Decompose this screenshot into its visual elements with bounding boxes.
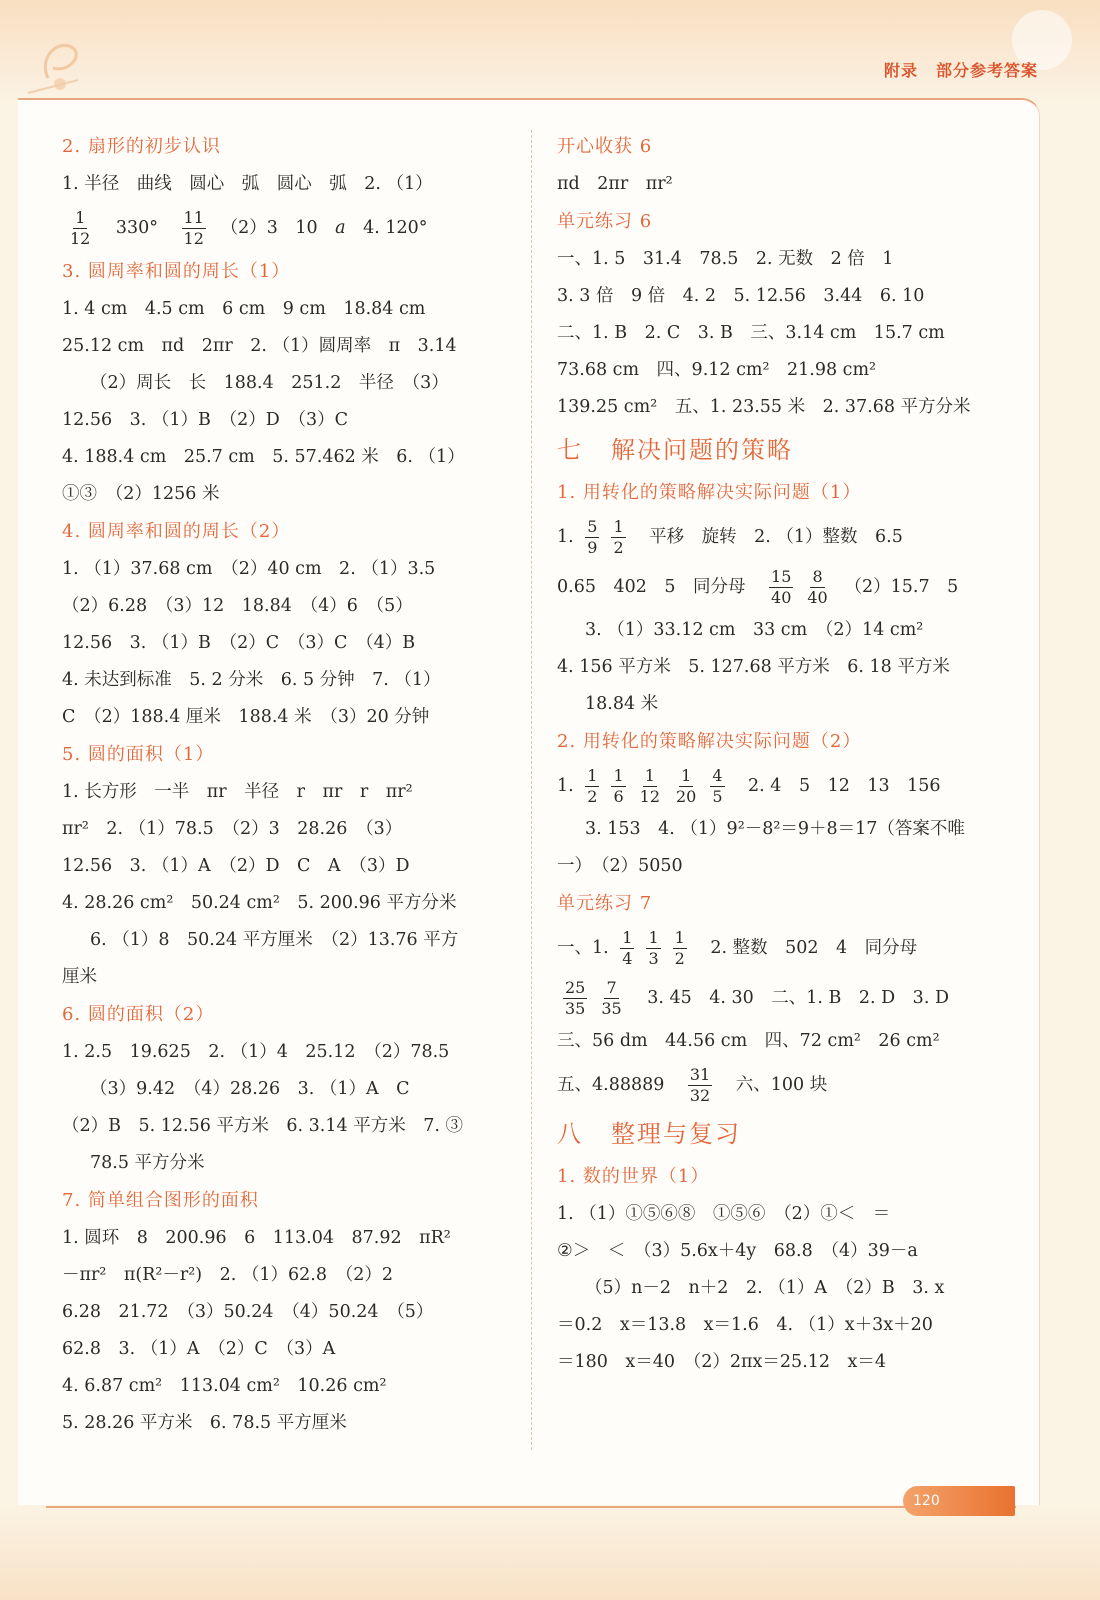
- answer-text: （2）15.7 5: [835, 577, 959, 597]
- section-heading: 开心收获 6: [557, 136, 653, 157]
- header-title: 部分参考答案: [935, 61, 1038, 80]
- answer-line: 6.28 21.72 （3）50.24 （4）50.24 （5）: [62, 1302, 434, 1322]
- fraction-numerator: 1: [644, 766, 655, 785]
- section-heading: 3. 圆周率和圆的周长（1）: [62, 261, 291, 282]
- answer-line: （3）9.42 （4）28.26 3. （1）A C: [90, 1079, 410, 1099]
- fraction: [769, 567, 793, 608]
- fraction-numerator: 25: [565, 978, 586, 997]
- answer-text: 3. 45 4. 30 二、1. B 2. D 3. D: [629, 988, 949, 1008]
- fraction-denominator: 5: [712, 787, 723, 806]
- fraction-numerator: 1: [622, 928, 633, 947]
- answer-line: C （2）188.4 厘米 188.4 米 （3）20 分钟: [62, 707, 430, 727]
- fraction: [611, 517, 625, 558]
- answer-line: （2）周长 长 188.4 251.2 半径 （3）: [90, 373, 449, 393]
- answer-line: 25.12 cm πd 2πr 2. （1）圆周率 π 3.14: [62, 336, 457, 356]
- answer-line: 3. 3 倍 9 倍 4. 2 5. 12.56 3.44 6. 10: [557, 286, 925, 306]
- variable: a: [335, 218, 346, 238]
- answer-line: 3. 153 4. （1）9²－8²＝9＋8＝17（答案不唯: [585, 819, 965, 839]
- running-header: [884, 58, 1038, 81]
- answer-line: 1. 4 cm 4.5 cm 6 cm 9 cm 18.84 cm: [62, 299, 426, 319]
- fraction-denominator: 12: [70, 229, 91, 248]
- answer-line: 139.25 cm² 五、1. 23.55 米 2. 37.68 平方分米: [557, 397, 971, 417]
- corner-flower-decoration: [18, 18, 108, 98]
- answer-text: 2. 整数 502 4 同分母: [692, 938, 918, 958]
- answer-text: 2. 4 5 12 13 156: [730, 776, 941, 796]
- answer-line: 78.5 平方分米: [90, 1153, 205, 1173]
- fraction-numerator: 1: [613, 517, 624, 536]
- chapter-title: 解决问题的策略: [611, 436, 793, 464]
- answer-line: 73.68 cm 四、9.12 cm² 21.98 cm²: [557, 360, 877, 380]
- answer-line: 1. 半径 曲线 圆心 弧 圆心 弧 2. （1）: [62, 174, 433, 194]
- fraction: [688, 1065, 712, 1106]
- fraction: [563, 978, 587, 1019]
- answer-text: 330°: [98, 218, 176, 238]
- fraction-numerator: 1: [587, 766, 598, 785]
- section-heading: 7. 简单组合图形的面积: [62, 1190, 259, 1211]
- page-number-badge: [903, 1486, 1015, 1516]
- fraction-denominator: 12: [639, 787, 660, 806]
- answer-line-with-fractions: [557, 512, 997, 562]
- fraction-denominator: 35: [601, 999, 622, 1018]
- answer-line: 二、1. B 2. C 3. B 三、3.14 cm 15.7 cm: [557, 323, 945, 343]
- answer-line: 4. 28.26 cm² 50.24 cm² 5. 200.96 平方分米: [62, 893, 457, 913]
- section-heading: 2. 扇形的初步认识: [62, 136, 221, 157]
- fraction-denominator: 32: [689, 1086, 711, 1105]
- answer-line-with-fractions: [557, 1060, 997, 1110]
- fraction-numerator: 1: [648, 928, 659, 947]
- answer-line: 4. 未达到标准 5. 2 分米 6. 5 分钟 7. （1）: [62, 670, 441, 690]
- fraction: [599, 978, 623, 1019]
- fraction-denominator: 2: [613, 538, 624, 557]
- fraction-denominator: 3: [648, 949, 659, 968]
- fraction-numerator: 11: [183, 208, 204, 227]
- fraction-numerator: 7: [606, 978, 617, 997]
- answer-line: 1. 长方形 一半 πr 半径 r πr r πr²: [62, 782, 413, 802]
- header-appendix: 附录: [883, 61, 918, 80]
- answer-line: 1. 圆环 8 200.96 6 113.04 87.92 πR²: [62, 1228, 451, 1248]
- fraction: [638, 766, 662, 807]
- section-heading: 5. 圆的面积（1）: [62, 744, 215, 765]
- fraction: [585, 517, 599, 558]
- fraction-denominator: 9: [587, 538, 598, 557]
- fraction-numerator: 31: [689, 1065, 711, 1084]
- fraction-denominator: 40: [771, 588, 792, 607]
- answer-line: 12.56 3. （1）B （2）C （3）C （4）B: [62, 633, 416, 653]
- answer-line: ②＞ ＜ （3）5.6x＋4y 68.8 （4）39－a: [557, 1241, 918, 1261]
- answer-line: 18.84 米: [585, 694, 659, 714]
- answer-text: 0.65 402 5 同分母: [557, 577, 764, 597]
- answer-line: 4. 6.87 cm² 113.04 cm² 10.26 cm²: [62, 1376, 387, 1396]
- fraction: [646, 928, 660, 969]
- section-heading: 6. 圆的面积（2）: [62, 1004, 215, 1025]
- fraction: [585, 766, 599, 807]
- answer-line: πr² 2. （1）78.5 （2）3 28.26 （3）: [62, 819, 403, 839]
- answer-line: （2）6.28 （3）12 18.84 （4）6 （5）: [62, 596, 413, 616]
- fraction: [611, 766, 625, 807]
- fraction-denominator: 4: [622, 949, 633, 968]
- fraction-numerator: 1: [674, 928, 685, 947]
- page-number: 120: [913, 1493, 940, 1509]
- fraction: [620, 928, 634, 969]
- left-column: [62, 128, 502, 1442]
- fraction-numerator: 15: [771, 567, 792, 586]
- fraction-denominator: 2: [587, 787, 598, 806]
- fraction-numerator: 4: [712, 766, 723, 785]
- answer-line: 3. （1）33.12 cm 33 cm （2）14 cm²: [585, 620, 924, 640]
- answer-line: －πr² π(R²－r²) 2. （1）62.8 （2）2: [62, 1265, 393, 1285]
- answer-line: ＝180 x＝40 （2）2πx＝25.12 x＝4: [557, 1352, 887, 1372]
- answer-line: 三、56 dm 44.56 cm 四、72 cm² 26 cm²: [557, 1031, 940, 1051]
- fraction-numerator: 8: [812, 567, 823, 586]
- fraction-numerator: 1: [75, 208, 86, 227]
- answer-line: 5. 28.26 平方米 6. 78.5 平方厘米: [62, 1413, 347, 1433]
- answer-line: 1. 2.5 19.625 2. （1）4 25.12 （2）78.5: [62, 1042, 450, 1062]
- chapter-title: 整理与复习: [611, 1120, 741, 1148]
- section-heading: 单元练习 7: [557, 893, 653, 914]
- section-heading: 4. 圆周率和圆的周长（2）: [62, 521, 291, 542]
- bottom-rule: [46, 1506, 1016, 1508]
- chapter-number: 八: [557, 1120, 583, 1148]
- answer-text: 六、100 块: [718, 1075, 828, 1095]
- fraction-denominator: 12: [183, 229, 204, 248]
- answer-line: ＝0.2 x＝13.8 x＝1.6 4. （1）x＋3x＋20: [557, 1315, 933, 1335]
- chapter-number: 七: [557, 436, 583, 464]
- answer-line: 4. 188.4 cm 25.7 cm 5. 57.462 米 6. （1）: [62, 447, 465, 467]
- fraction-denominator: 40: [807, 588, 828, 607]
- answer-line: 一、1. 5 31.4 78.5 2. 无数 2 倍 1: [557, 249, 894, 269]
- section-heading: 2. 用转化的策略解决实际问题（2）: [557, 731, 862, 752]
- answer-line: 厘米: [62, 967, 97, 987]
- answer-line: πd 2πr πr²: [557, 174, 673, 194]
- answer-text: 1.: [557, 527, 580, 547]
- chapter-heading: [557, 1110, 997, 1158]
- answer-line: 1. （1）①⑤⑥⑧ ①⑤⑥ （2）①＜ ＝: [557, 1204, 891, 1224]
- answer-text: 五、4.88889: [557, 1075, 682, 1095]
- answer-line: 一） （2）5050: [557, 856, 683, 876]
- section-heading: 1. 用转化的策略解决实际问题（1）: [557, 482, 862, 503]
- answer-line: 62.8 3. （1）A （2）C （3）A: [62, 1339, 336, 1359]
- answer-text: （2）3 10: [211, 218, 336, 238]
- answer-line: （2）B 5. 12.56 平方米 6. 3.14 平方米 7. ③: [62, 1116, 463, 1136]
- answer-line: （5）n－2 n＋2 2. （1）A （2）B 3. x: [585, 1278, 945, 1298]
- answer-line-with-fractions: [557, 973, 997, 1023]
- answer-text: 一、1.: [557, 938, 615, 958]
- answer-line: 1. （1）37.68 cm （2）40 cm 2. （1）3.5: [62, 559, 436, 579]
- fraction: [182, 208, 206, 249]
- answer-text: 平移 旋转 2. （1）整数 6.5: [631, 527, 903, 547]
- answer-text: 4. 120°: [345, 218, 428, 238]
- bottom-band: [0, 1505, 1100, 1600]
- fraction-denominator: 6: [613, 787, 624, 806]
- answer-line: ①③ （2）1256 米: [62, 484, 220, 504]
- chapter-heading: [557, 426, 997, 474]
- fraction: [805, 567, 829, 608]
- fraction-numerator: 1: [681, 766, 692, 785]
- answer-line-with-fractions: [557, 923, 997, 973]
- fraction: [673, 928, 687, 969]
- column-divider: [531, 130, 532, 1450]
- answer-line-with-fractions: [557, 562, 997, 612]
- fraction: [674, 766, 698, 807]
- answer-text: 1.: [557, 776, 580, 796]
- fraction: [68, 208, 92, 249]
- answer-line: 4. 156 平方米 5. 127.68 平方米 6. 18 平方米: [557, 657, 950, 677]
- answer-line: 12.56 3. （1）A （2）D C A （3）D: [62, 856, 410, 876]
- fraction-numerator: 5: [587, 517, 598, 536]
- fraction-numerator: 1: [613, 766, 624, 785]
- section-heading: 1. 数的世界（1）: [557, 1166, 710, 1187]
- answer-line-with-fractions: [557, 761, 997, 811]
- top-band: [0, 0, 1100, 100]
- fraction-denominator: 20: [676, 787, 697, 806]
- right-column: [557, 128, 997, 1381]
- fraction: [710, 766, 724, 807]
- answer-line: 12.56 3. （1）B （2）D （3）C: [62, 410, 349, 430]
- section-heading: 单元练习 6: [557, 211, 653, 232]
- fraction-denominator: 35: [565, 999, 586, 1018]
- answer-line-with-fractions: [62, 203, 502, 253]
- answer-line: 6. （1）8 50.24 平方厘米 （2）13.76 平方: [90, 930, 459, 950]
- fraction-denominator: 2: [674, 949, 685, 968]
